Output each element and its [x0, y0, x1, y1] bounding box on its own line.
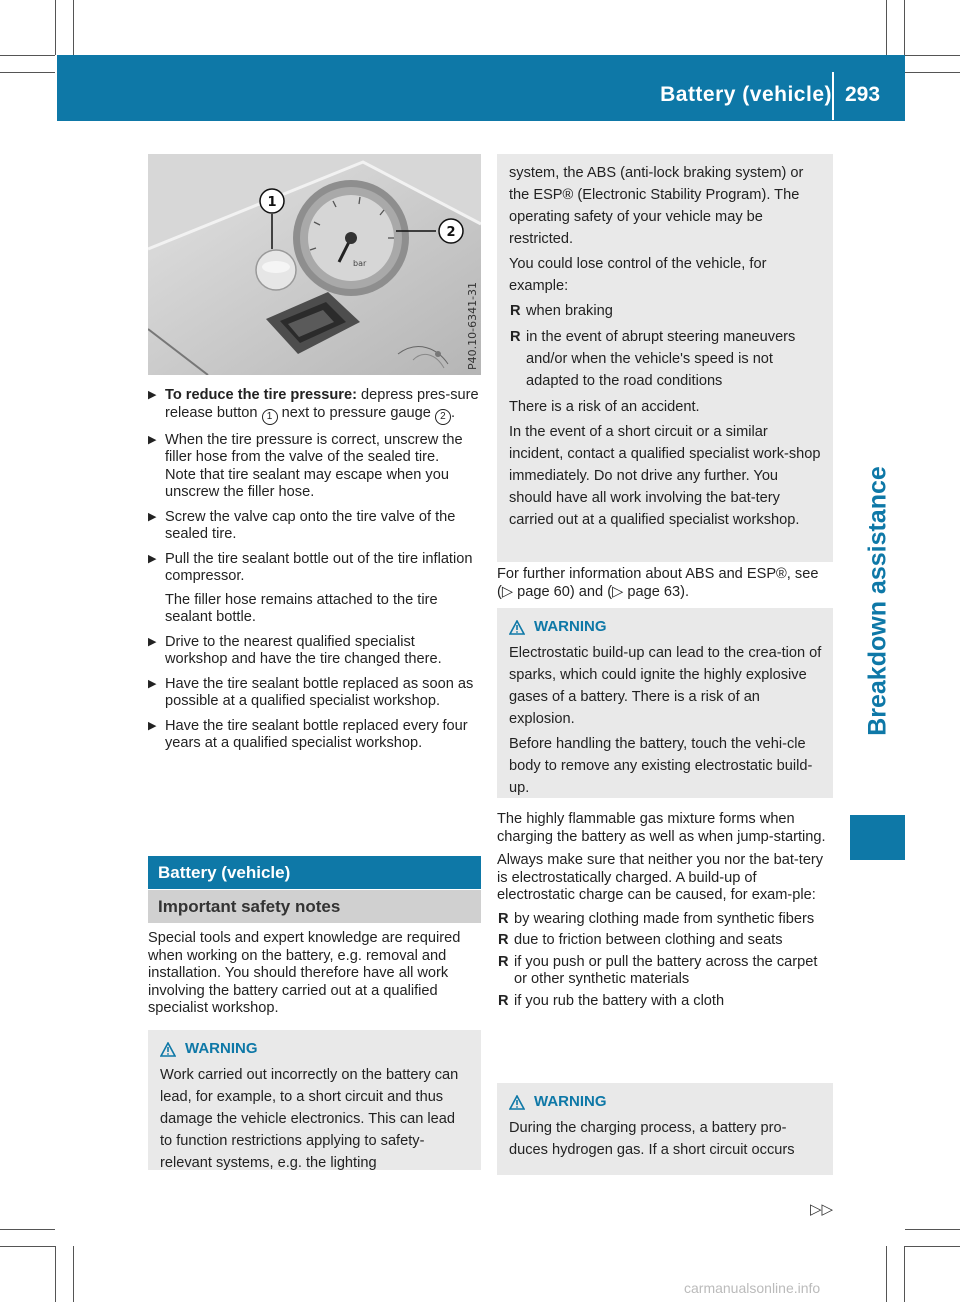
step-4	[148, 551, 481, 627]
list-item-text: in the event of abrupt steering maneuvers and/or when the vehicle's speed is not adapted to the road conditions	[526, 329, 796, 389]
step-1-text-c: .	[450, 404, 456, 421]
step-1-text-a: depress pres-sure release button	[165, 387, 479, 421]
bullet-icon: R	[498, 953, 509, 970]
page-number: 293	[845, 83, 881, 106]
list-item-text: if you rub the battery with a cloth	[514, 992, 725, 1009]
crop-mark	[55, 1246, 56, 1302]
ref-1-icon: 1	[262, 409, 278, 425]
warning-1-text: Work carried out incorrectly on the battery can lead, for example, to a short circuit and thus damage the vehicle electronics. This can lead to function restrictions applying to safety-relevant systems, e.g. the lighting	[160, 1067, 459, 1171]
warning-2-p2: Before handling the battery, touch the vehi-cle body to remove any existing electrostatic build-up.	[509, 736, 813, 796]
step-5	[148, 634, 481, 669]
warning-label: WARNING	[185, 1040, 258, 1057]
warning-triangle-icon	[509, 620, 525, 635]
step-2-note: Note that tire sealant may escape when you unscrew the filler hose.	[165, 466, 449, 500]
section-heading: Battery (vehicle)	[148, 856, 481, 889]
crop-mark	[886, 1246, 887, 1302]
list-item	[509, 326, 823, 392]
warning-box-1-continued	[497, 154, 833, 562]
step-4-note: The filler hose remains attached to the tire sealant bottle.	[165, 591, 438, 625]
warning-triangle-icon	[509, 1095, 525, 1110]
step-2-text: When the tire pressure is correct, unscrew the filler hose from the valve of the sealed tire.	[165, 431, 463, 465]
list-item-text: when braking	[526, 303, 613, 319]
step-7-text: Have the tire sealant bottle replaced every four years at a qualified specialist workshop.	[165, 717, 468, 751]
step-arrow-icon: ▶	[148, 677, 157, 690]
crop-mark	[73, 0, 74, 55]
header-title: Battery (vehicle)	[660, 83, 832, 106]
intro-block	[148, 930, 481, 1024]
static-paragraph: Always make sure that neither you nor the bat-tery is electrostatically charged. A build-up of electrostatic charge can be caused, for exam-ple:	[497, 852, 824, 903]
gas-paragraph: The highly flammable gas mixture forms when charging the battery as well as when jump-starting.	[497, 811, 826, 845]
ref-2-icon: 2	[435, 409, 451, 425]
warning-box-1	[148, 1030, 481, 1170]
warning-label: WARNING	[534, 1093, 607, 1110]
list-item-text: due to friction between clothing and seats	[514, 932, 783, 948]
crop-mark	[905, 1246, 960, 1247]
bullet-icon: R	[498, 992, 509, 1009]
crop-mark	[886, 0, 887, 55]
step-arrow-icon: ▶	[148, 433, 157, 446]
step-1-heading: To reduce the tire pressure:	[165, 387, 357, 403]
step-3-text: Screw the valve cap onto the tire valve of the sealed tire.	[165, 508, 456, 542]
warning-box-2	[497, 608, 833, 798]
step-7	[148, 718, 481, 753]
step-6-text: Have the tire sealant bottle replaced as soon as possible at a qualified specialist workshop.	[165, 675, 474, 709]
continued-marker: ▷▷	[810, 1201, 834, 1218]
intro-paragraph: Special tools and expert knowledge are required when working on the battery, e.g. removal and installation. You should therefore have all work involving the battery carried out at a qualified specialist workshop.	[148, 930, 461, 1016]
warning-heading	[509, 616, 823, 638]
warning-2-p1: Electrostatic build-up can lead to the crea-tion of sparks, which could ignite the highly explosive gases of a battery. There is a risk of an explosion.	[509, 645, 822, 727]
crop-mark	[905, 72, 960, 73]
step-4-text: Pull the tire sealant bottle out of the tire inflation compressor.	[165, 550, 473, 584]
crop-mark	[0, 1246, 55, 1247]
battery-hazard-block	[497, 811, 833, 1014]
header-divider	[832, 72, 834, 120]
gauge-unit-label: bar	[353, 259, 367, 268]
crop-mark	[73, 1246, 74, 1302]
crop-mark	[904, 0, 905, 55]
list-item-text: by wearing clothing made from synthetic fibers	[514, 910, 815, 927]
warning-heading	[160, 1038, 471, 1060]
further-info-block	[497, 566, 833, 607]
step-2	[148, 432, 481, 502]
warning-1-cont-p1: system, the ABS (anti-lock braking system) or the ESP® (Electronic Stability Program). The operating safety of your vehicle may be restricted.	[509, 165, 804, 247]
footer-watermark: carmanualsonline.info	[684, 1280, 821, 1296]
step-3	[148, 509, 481, 544]
bullet-icon: R	[510, 329, 521, 345]
warning-1-cont-p4: In the event of a short circuit or a similar incident, contact a qualified specialist work-shop immediately. Do not drive any further. You should have all work involving the bat-tery carried out at a qualified specialist workshop.	[509, 424, 821, 528]
list-item	[497, 954, 833, 989]
subsection-heading: Important safety notes	[148, 890, 481, 923]
step-arrow-icon: ▶	[148, 389, 157, 401]
list-item	[509, 300, 823, 322]
step-1-text-b: next to pressure gauge	[277, 404, 435, 421]
compressor-illustration	[148, 154, 481, 375]
warning-1-cont-p2: You could lose control of the vehicle, for example:	[509, 256, 767, 294]
crop-mark	[0, 1229, 55, 1230]
chapter-tab-marker	[850, 815, 905, 860]
tire-inflation-compressor-figure	[148, 154, 481, 375]
chapter-tab-label: Breakdown assistance	[863, 466, 891, 736]
list-item	[497, 932, 833, 950]
warning-label: WARNING	[534, 618, 607, 635]
step-5-text: Drive to the nearest qualified specialist workshop and have the tire changed there.	[165, 633, 442, 667]
crop-mark	[55, 0, 56, 55]
warning-heading	[509, 1091, 823, 1113]
warning-3-text: During the charging process, a battery pro-duces hydrogen gas. If a short circuit occurs	[509, 1120, 795, 1158]
step-arrow-icon: ▶	[148, 719, 157, 732]
step-6	[148, 676, 481, 711]
warning-triangle-icon	[160, 1042, 176, 1057]
bullet-icon: R	[498, 932, 509, 948]
list-item	[497, 911, 833, 929]
crop-mark	[905, 55, 960, 56]
list-item	[497, 993, 833, 1011]
crop-mark	[904, 1246, 905, 1302]
callout-1: 1	[267, 195, 277, 210]
callout-2: 2	[446, 225, 456, 240]
crop-mark	[0, 72, 55, 73]
step-arrow-icon: ▶	[148, 552, 157, 565]
list-item-text: if you push or pull the battery across the carpet or other synthetic materials	[514, 953, 818, 987]
chapter-tab	[850, 466, 905, 736]
warning-1-cont-p3: There is a risk of an accident.	[509, 399, 700, 415]
warning-box-3	[497, 1083, 833, 1175]
step-arrow-icon: ▶	[148, 510, 157, 523]
step-1	[148, 387, 481, 425]
crop-mark	[0, 55, 55, 56]
bullet-icon: R	[510, 303, 521, 319]
figure-code: P40.10-6341-31	[466, 281, 479, 370]
crop-mark	[905, 1229, 960, 1230]
step-arrow-icon: ▶	[148, 635, 157, 648]
bullet-icon: R	[498, 910, 509, 927]
procedure-steps	[148, 387, 481, 760]
further-info-paragraph: For further information about ABS and ESP®, see (▷ page 60) and (▷ page 63).	[497, 566, 819, 600]
